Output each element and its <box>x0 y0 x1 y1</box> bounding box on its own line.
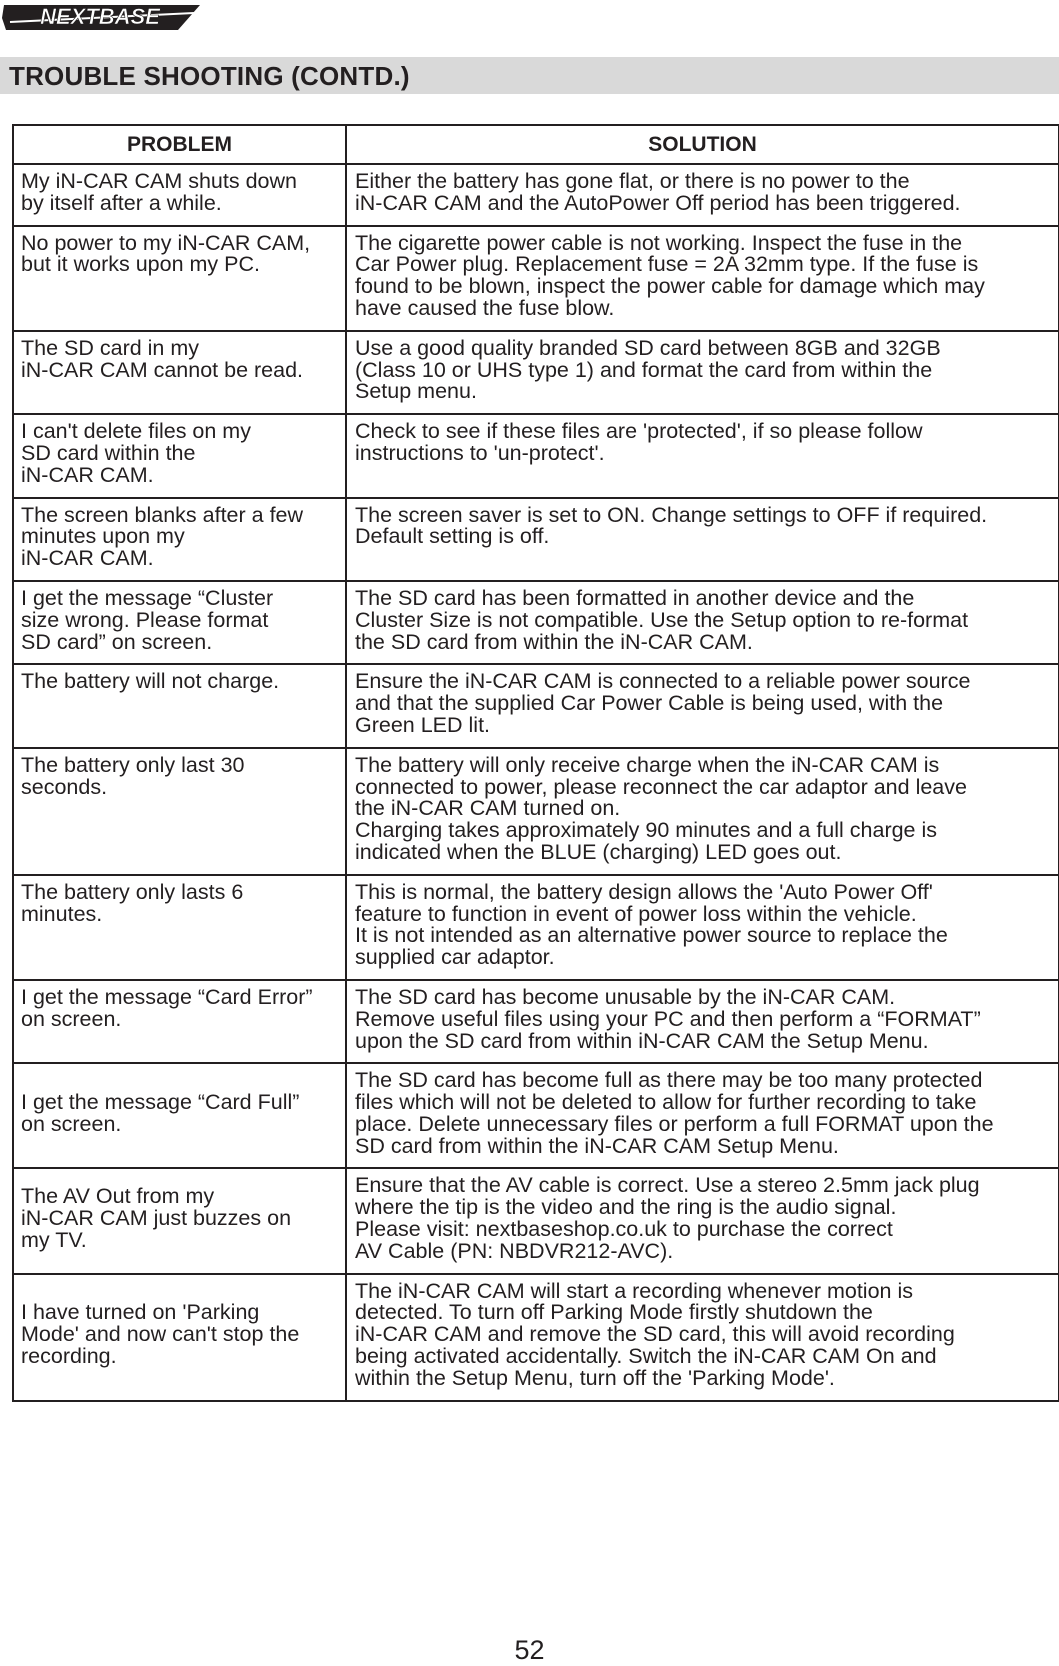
solution-cell: Ensure that the AV cable is correct. Use a stereo 2.5mm jack plug where the tip is the video and the ring is the audio signal. Please visit: nextbaseshop.co.uk to purchase the correct AV Cable (PN: NBDVR212-AVC). <box>346 1168 1059 1273</box>
section-title: TROUBLE SHOOTING (CONTD.) <box>9 61 410 91</box>
page-number: 52 <box>514 1635 545 1665</box>
problem-cell: I get the message “Cluster size wrong. Please format SD card” on screen. <box>13 581 346 664</box>
solution-cell: Check to see if these files are 'protected', if so please follow instructions to 'un-protect'. <box>346 414 1059 497</box>
solution-cell: The SD card has been formatted in another device and the Cluster Size is not compatible. Use the Setup option to re-format the SD card from within the iN-CAR CAM. <box>346 581 1059 664</box>
table-row <box>13 1274 1059 1401</box>
table-row <box>13 664 1059 747</box>
problem-cell: I have turned on 'Parking Mode' and now can't stop the recording. <box>13 1274 346 1401</box>
table-row <box>13 164 1059 226</box>
table-row <box>13 980 1059 1063</box>
problem-cell: The battery only last 30 seconds. <box>13 748 346 875</box>
troubleshooting-table <box>12 124 1059 1402</box>
problem-cell: I can't delete files on my SD card within the iN-CAR CAM. <box>13 414 346 497</box>
table-row <box>13 498 1059 581</box>
section-header-bar <box>0 57 1059 94</box>
solution-cell: The iN-CAR CAM will start a recording whenever motion is detected. To turn off Parking Mode firstly shutdown the iN-CAR CAM and remove the SD card, this will avoid recording being activated accidentally. Switch the iN-CAR CAM On and within the Setup Menu, turn off the 'Parking Mode'. <box>346 1274 1059 1401</box>
problem-cell: The SD card in my iN-CAR CAM cannot be read. <box>13 331 346 414</box>
table-row <box>13 581 1059 664</box>
solution-cell: The screen saver is set to ON. Change settings to OFF if required. Default setting is off. <box>346 498 1059 581</box>
problem-cell: No power to my iN-CAR CAM, but it works upon my PC. <box>13 226 346 331</box>
problem-cell: My iN-CAR CAM shuts down by itself after a while. <box>13 164 346 226</box>
solution-cell: Either the battery has gone flat, or there is no power to the iN-CAR CAM and the AutoPower Off period has been triggered. <box>346 164 1059 226</box>
solution-cell: Use a good quality branded SD card between 8GB and 32GB (Class 10 or UHS type 1) and format the card from within the Setup menu. <box>346 331 1059 414</box>
table-header-row <box>13 125 1059 164</box>
nextbase-logo <box>0 0 210 34</box>
problem-cell: I get the message “Card Full” on screen. <box>13 1063 346 1168</box>
solution-cell: The cigarette power cable is not working. Inspect the fuse in the Car Power plug. Replacement fuse = 2A 32mm type. If the fuse is found to be blown, inspect the power cable for damage which may have caused the fuse blow. <box>346 226 1059 331</box>
solution-column-header: SOLUTION <box>346 125 1059 164</box>
problem-cell: I get the message “Card Error” on screen. <box>13 980 346 1063</box>
solution-cell: The battery will only receive charge when the iN-CAR CAM is connected to power, please reconnect the car adaptor and leave the iN-CAR CAM turned on. Charging takes approximately 90 minutes and a full charge is indicated when the BLUE (charging) LED goes out. <box>346 748 1059 875</box>
table-row <box>13 331 1059 414</box>
solution-cell: The SD card has become unusable by the iN-CAR CAM. Remove useful files using your PC and then perform a “FORMAT” upon the SD card from within iN-CAR CAM the Setup Menu. <box>346 980 1059 1063</box>
table-row <box>13 1063 1059 1168</box>
table-row <box>13 1168 1059 1273</box>
table-row <box>13 748 1059 875</box>
problem-cell: The battery only lasts 6 minutes. <box>13 875 346 980</box>
table-row <box>13 875 1059 980</box>
problem-cell: The AV Out from my iN-CAR CAM just buzzes on my TV. <box>13 1168 346 1273</box>
solution-cell: Ensure the iN-CAR CAM is connected to a reliable power source and that the supplied Car Power Cable is being used, with the Green LED lit. <box>346 664 1059 747</box>
problem-column-header: PROBLEM <box>13 125 346 164</box>
logo-text: NEXTBASE <box>40 4 160 29</box>
solution-cell: This is normal, the battery design allows the 'Auto Power Off' feature to function in event of power loss within the vehicle. It is not intended as an alternative power source to replace the supplied car adaptor. <box>346 875 1059 980</box>
table-row <box>13 414 1059 497</box>
solution-cell: The SD card has become full as there may be too many protected files which will not be deleted to allow for further recording to take place. Delete unnecessary files or perform a full FORMAT upon the SD card from within the iN-CAR CAM Setup Menu. <box>346 1063 1059 1168</box>
problem-cell: The screen blanks after a few minutes upon my iN-CAR CAM. <box>13 498 346 581</box>
problem-cell: The battery will not charge. <box>13 664 346 747</box>
table-row <box>13 226 1059 331</box>
